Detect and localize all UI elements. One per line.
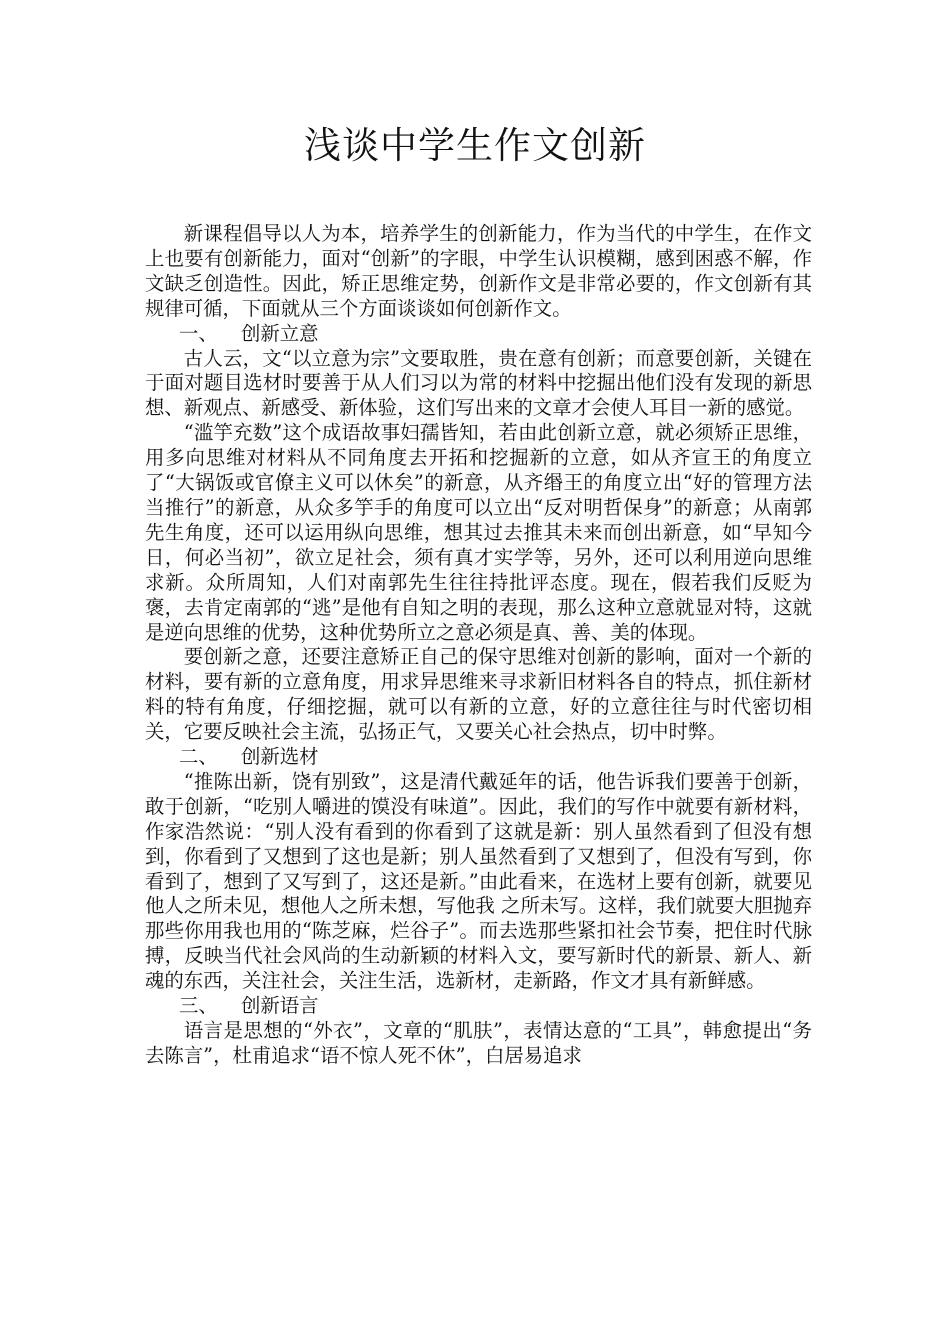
- paragraph: 古人云，文“以立意为宗”文要取胜，贵在意有创新；而意要创新，关键在于面对题目选材时要善于从人们习以为常的材料中挖掘出他们没有发现的新思想、新观点、新感受、新体验，这们写出来的文章才会使人耳目一新的感觉。: [145, 346, 812, 420]
- section-heading-label: 创新选材: [241, 745, 319, 769]
- paragraph: “推陈出新，饶有别致”，这是清代戴延年的话，他告诉我们要善于创新，敢于创新，“吃别人嚼进的馍没有味道”。因此，我们的写作中就要有新材料，作家浩然说：“别人没有看到的你看到了这就是新：别人虽然看到了但没有想到，你看到了又想到了这也是新；别人虽然看到了又想到了，但没有写到，你看到了，想到了又写到了，这还是新。”由此看来，在选材上要有创新，就要见他人之所未见，想他人之所未想，写他我 之所未写。这样，我们就要大胆抛弃那些你用我也用的“陈芝麻，烂谷子”。而去选那些紧扣社会节奏，把住时代脉搏，反映当代社会风尚的生动新颖的材料入文，要写新时代的新景、新人、新魂的东西，关注社会，关注生活，选新材，走新路，作文才具有新鲜感。: [145, 769, 812, 993]
- section-heading-label: 创新语言: [241, 994, 319, 1018]
- section-heading-1: [145, 322, 812, 347]
- section-number: 三、: [179, 994, 218, 1018]
- section-heading-3: [145, 994, 812, 1019]
- section-heading-2: [145, 745, 812, 770]
- paragraph: 要创新之意，还要注意矫正自己的保守思维对创新的影响，面对一个新的材料，要有新的立意角度，用求异思维来寻求新旧材料各自的特点，抓住新材料的特有角度，仔细挖掘，就可以有新的立意，好的立意往往与时代密切相关，它要反映社会主流，弘扬正气，又要关心社会热点，切中时弊。: [145, 645, 812, 744]
- section-number: 二、: [179, 745, 218, 769]
- section-heading-label: 创新立意: [241, 321, 319, 345]
- section-number: 一、: [179, 321, 218, 345]
- article-body: [145, 222, 812, 1069]
- page-title: 浅谈中学生作文创新: [304, 124, 646, 167]
- paragraph: 语言是思想的“外衣”，文章的“肌肤”，表情达意的“工具”，韩愈提出“务去陈言”，杜甫追求“语不惊人死不休”，白居易追求: [145, 1019, 812, 1067]
- paragraph: “滥竽充数”这个成语故事妇孺皆知，若由此创新立意，就必须矫正思维，用多向思维对材料从不同角度去开拓和挖掘新的立意，如从齐宣王的角度立了“大锅饭或官僚主义可以休矣”的新意，从齐缗王的角度立出“好的管理方法当推行”的新意，从众多竽手的角度可以立出“反对明哲保身”的新意；从南郭先生角度，还可以运用纵向思维，想其过去推其未来而创出新意，如“早知今日，何必当初”，欲立足社会，须有真才实学等，另外，还可以利用逆向思维求新。众所周知，人们对南郭先生往往持批评态度。现在，假若我们反贬为褒，去肯定南郭的“逃”是他有自知之明的表现，那么这种立意就显对特，这就是逆向思维的优势，这种优势所立之意必须是真、善、美的体现。: [145, 421, 812, 644]
- intro-paragraph: 新课程倡导以人为本，培养学生的创新能力，作为当代的中学生，在作文上也要有创新能力，面对“创新”的字眼，中学生认识模糊，感到困惑不解，作文缺乏创造性。因此，矫正思维定势，创新作文是非常必要的，作文创新有其规律可循，下面就从三个方面谈谈如何创新作文。: [145, 222, 812, 320]
